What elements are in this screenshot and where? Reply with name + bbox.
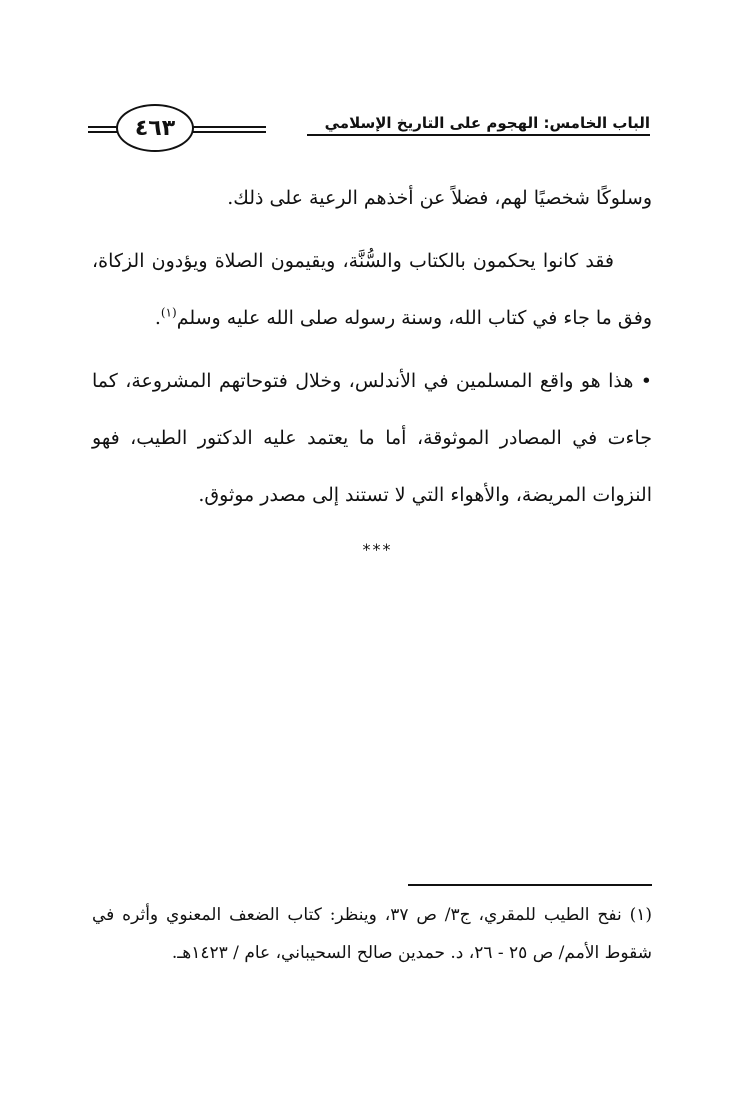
footnote-1: (١) نفح الطيب للمقري، ج٣/ ص ٣٧، وينظر: كتاب الضعف المعنوي وأثره في شقوط الأمم/ ص ٢٥ - ٢٦، د. حمدين صالح السحيباني، عام / ١٤٢٣هـ. — [92, 905, 653, 963]
paragraph-2 — [92, 233, 652, 347]
running-header — [88, 104, 650, 154]
paragraph-2-end: . — [154, 307, 161, 329]
paragraph-2-text: فقد كانوا يحكمون بالكتاب والسُّنَّة، ويقيمون الصلاة ويؤدون الزكاة، وفق ما جاء في كتاب الله، وسنة رسوله صلى الله عليه وسلم — [92, 250, 652, 329]
section-separator: *** — [362, 540, 393, 559]
footnotes — [92, 896, 652, 972]
paragraph-3: • هذا هو واقع المسلمين في الأندلس، وخلال فتوحاتهم المشروعة، كما جاءت في المصادر الموثوقة، أما ما يعتمد عليه الدكتور الطيب، فهو النزوات المريضة، والأهواء التي لا تستند إلى مصدر موثوق. — [92, 370, 652, 506]
footnote-rule — [408, 884, 652, 886]
page-number-badge — [116, 104, 194, 152]
main-text — [92, 170, 652, 530]
chapter-title: الباب الخامس: الهجوم على التاريخ الإسلامي — [307, 114, 650, 136]
footnote-reference: (١) — [160, 305, 177, 320]
paragraph-1: وسلوكًا شخصيًا لهم، فضلاً عن أخذهم الرعية على ذلك. — [227, 187, 652, 209]
page-number: ٤٦٣ — [134, 115, 176, 141]
